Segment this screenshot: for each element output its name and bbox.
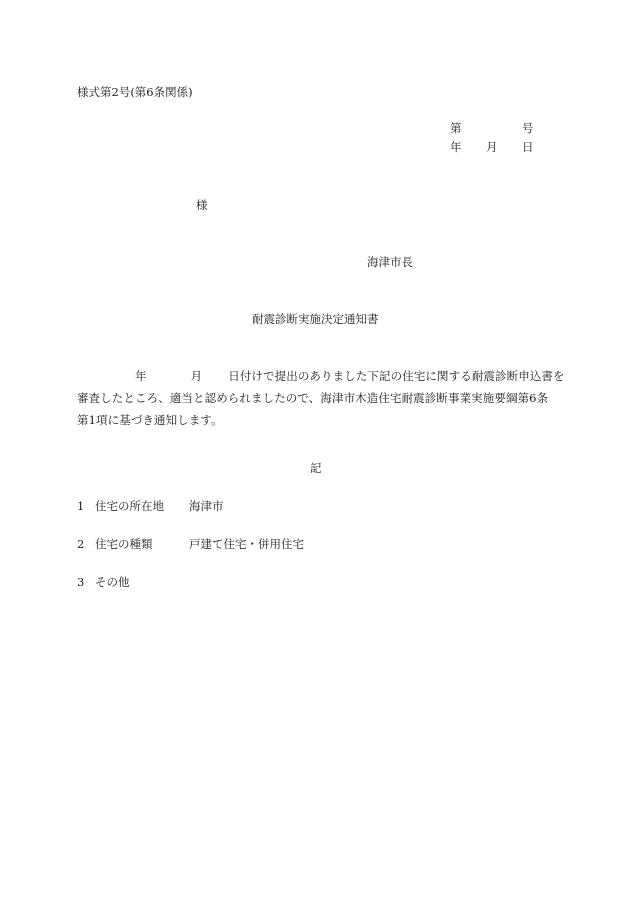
item-2-value: 戸建て住宅・併用住宅 (189, 537, 304, 551)
item-3-number: 3 (77, 575, 85, 589)
body-year: 年 (135, 369, 147, 383)
date-month: 月 (486, 140, 498, 154)
body-line-3: 第1項に基づき通知します。 (77, 413, 223, 427)
item-2-label: 住宅の種類 (95, 537, 153, 551)
item-3-label: その他 (95, 575, 130, 589)
item-1-number: 1 (77, 499, 85, 513)
body-paragraph (77, 365, 565, 431)
body-month: 月 (190, 369, 203, 383)
ki-heading: 記 (310, 461, 322, 475)
body-line-2: 審査したところ、適当と認められましたので、海津市木造住宅耐震診断事業実施要綱第6条 (77, 391, 549, 405)
item-1-label: 住宅の所在地 (95, 499, 164, 513)
date-year: 年 (450, 140, 462, 154)
date-day: 日 (522, 140, 534, 154)
document-title: 耐震診断実施決定通知書 (252, 312, 379, 326)
doc-number-prefix: 第 (450, 121, 462, 135)
issuer: 海津市長 (367, 255, 413, 269)
addressee-suffix: 様 (196, 198, 208, 212)
item-2-number: 2 (77, 537, 85, 551)
item-1-value: 海津市 (189, 499, 224, 513)
doc-number-suffix: 号 (522, 121, 534, 135)
body-line-1 (77, 365, 565, 387)
form-label: 様式第2号(第6条関係) (77, 85, 193, 99)
body-line-1-text: 日付けで提出のありました下記の住宅に関する耐震診断申込書を (228, 369, 565, 383)
